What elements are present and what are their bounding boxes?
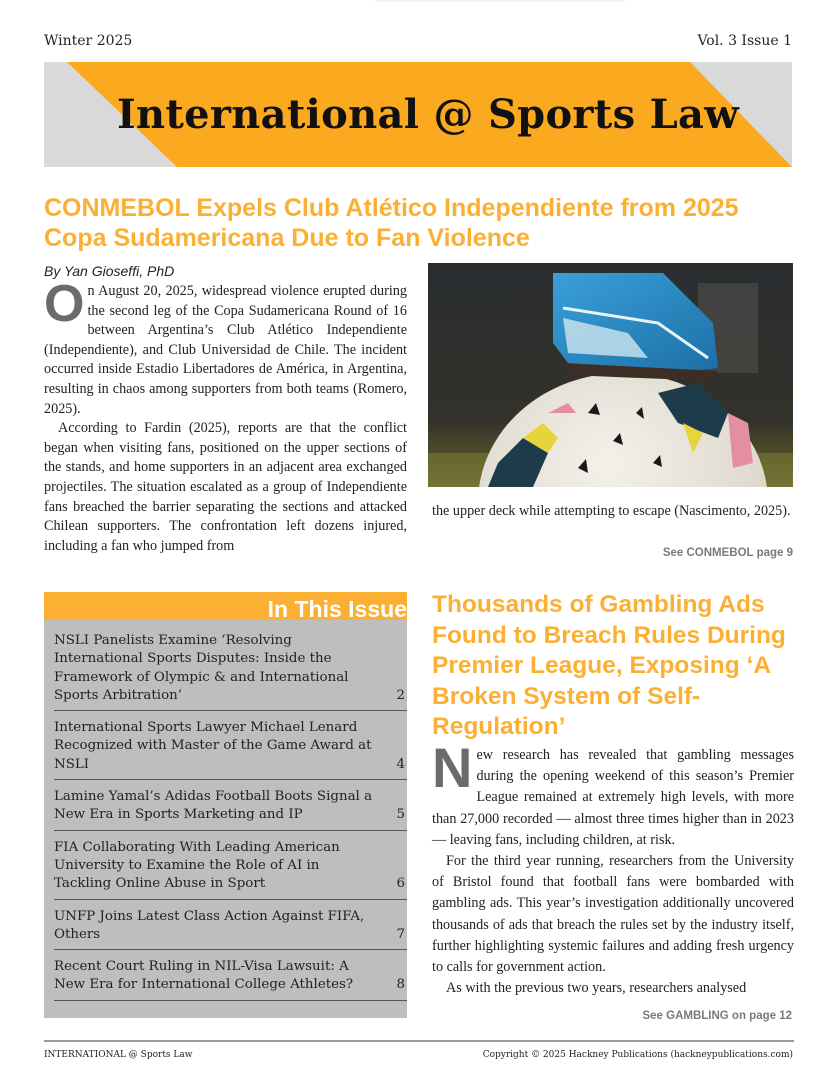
toc-item[interactable] <box>54 904 407 951</box>
toc-item-title: FIA Collaborating With Leading American University to Examine the Role of AI in Tackling Online Abuse in Sport <box>54 839 340 892</box>
continued-link[interactable]: See CONMEBOL page 9 <box>662 547 793 559</box>
toc-item-page: 8 <box>396 977 405 993</box>
article-paragraph: For the third year running, researchers from the University of Bristol found that football fans were bombarded with gambling ads. This year’s investigation additionally uncovered thousands of ads that breach the rules set by the industry itself, further highlighting systemic failures and adding fresh urgency to calls for government action. <box>432 853 794 976</box>
toc-item[interactable] <box>54 715 407 780</box>
article-paragraph: According to Fardin (2025), reports are that the conflict began when visiting fans, positioned on the upper sections of the stands, and home supporters in an adjacent area exchanged projectiles. The situation escalated as a group of Independiente fans breached the barrier separating the sections and attacked Chilean supporters. The confrontation left dozens injured, including a fan who jumped from <box>44 420 407 554</box>
masthead-banner <box>44 62 792 167</box>
toc-item[interactable] <box>54 954 407 1001</box>
paragraph-text: ew research has revealed that gambling messages during the opening weekend of this season’s Premier League remained at extremely high levels, with more than 27,000 recorded — almost three times higher than in 2023 — leaving fans, including children, at risk. <box>432 747 794 848</box>
drop-cap: N <box>432 736 473 799</box>
soccer-ball-boot-image <box>428 263 793 487</box>
footer-publication-name: INTERNATIONAL @ Sports Law <box>44 1050 193 1060</box>
toc-item-title: UNFP Joins Latest Class Action Against FIFA, Others <box>54 908 365 942</box>
article-paragraph: As with the previous two years, researchers analysed <box>446 980 747 997</box>
toc-item-title: NSLI Panelists Examine ‘Resolving International Sports Disputes: Inside the Framework of Olympic & and International Sports Arbitration’ <box>54 633 349 703</box>
article-photo <box>428 263 793 487</box>
toc-item-title: Lamine Yamal’s Adidas Football Boots Signal a New Era in Sports Marketing and IP <box>54 789 373 823</box>
article-body-continuation: the upper deck while attempting to escape (Nascimento, 2025). <box>432 503 791 519</box>
toc-item[interactable] <box>54 835 407 900</box>
in-this-issue-box <box>44 592 407 1018</box>
masthead-title: International @ Sports Law <box>117 91 739 138</box>
toc-heading: In This Issue <box>267 596 407 622</box>
article-byline: By Yan Gioseffi, PhD <box>44 263 175 279</box>
toc-item-page: 7 <box>396 926 405 942</box>
toc-item-page: 6 <box>396 876 405 892</box>
paragraph-text: n August 20, 2025, widespread violence erupted during the second leg of the Copa Sudamericana Round of 16 between Argentina’s Club Atlético Independiente (Independiente), and Club Universidad de Chile. The incident occurred inside Estadio Libertadores de América, in Argentina, resulting in chaos among supporters from both teams (Romero, 2025). <box>44 283 407 417</box>
article-paragraph <box>432 736 794 851</box>
toc-item-page: 4 <box>396 756 405 772</box>
toc-list <box>54 628 407 1005</box>
article-body-left <box>44 275 407 556</box>
toc-item-page: 5 <box>396 807 405 823</box>
article-headline[interactable]: CONMEBOL Expels Club Atlético Independiente from 2025 Copa Sudamericana Due to Fan Violence <box>44 194 739 252</box>
footer-copyright: Copyright © 2025 Hackney Publications (hackneypublications.com) <box>482 1050 793 1060</box>
toc-item-title: International Sports Lawyer Michael Lenard Recognized with Master of the Game Award at NSLI <box>54 720 372 772</box>
article-headline[interactable]: Thousands of Gambling Ads Found to Breach Rules During Premier League, Exposing ‘A Broken System of Self-Regulation’ <box>432 591 786 740</box>
toc-header <box>44 592 407 620</box>
issue-volume: Vol. 3 Issue 1 <box>697 33 792 49</box>
issue-date: Winter 2025 <box>44 33 133 49</box>
toc-item[interactable] <box>54 784 407 831</box>
drop-cap: O <box>44 275 85 333</box>
article-body-right <box>432 736 794 999</box>
toc-item-page: 2 <box>396 687 405 703</box>
toc-item[interactable] <box>54 628 407 711</box>
continued-link[interactable]: See GAMBLING on page 12 <box>642 1010 792 1022</box>
article-paragraph <box>44 275 407 419</box>
toc-item-title: Recent Court Ruling in NIL-Visa Lawsuit: A New Era for International College Athletes? <box>54 959 354 993</box>
footer-divider <box>44 1040 794 1042</box>
top-edge-shadow <box>375 0 625 2</box>
